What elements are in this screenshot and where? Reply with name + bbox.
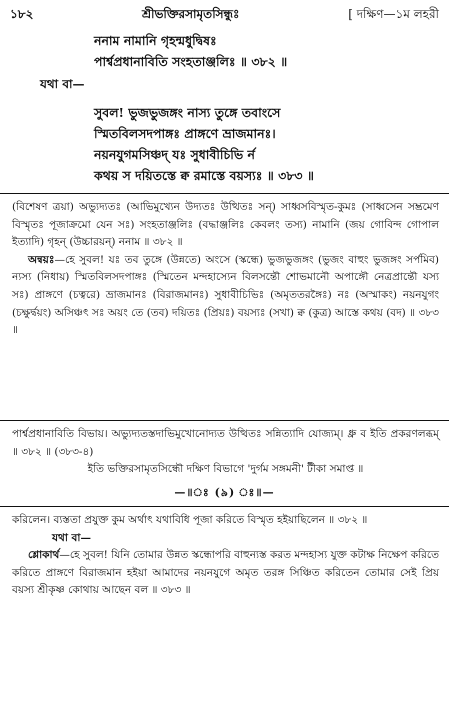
page-header <box>10 6 439 24</box>
shlokartha-paragraph <box>12 547 439 600</box>
running-title: শ্রীভক্তিরসামৃতসিন্ধুঃ <box>142 7 240 21</box>
vibhag-paragraph: পার্শ্বপ্রধানাবিতি বিভায়। অভ্যুদ্যতস্তদাভিমুখোনোদ্যত উত্থিতঃ সন্নিত্যাদি যোজ্যম্। ধ্রু ব ইতি প্রকরণলব্ধম্ ॥ ৩৮২ ॥ (৩৮৩-৪) <box>12 428 439 458</box>
sanskrit-commentary <box>12 199 439 340</box>
translation-paragraph: করিলেন। ব্যস্ততা প্রযুক্ত কুম অর্থাৎ যথাবিধি পূজা করিতে বিস্মৃত হইয়াছিলেন ॥ ৩৮২ ॥ <box>12 514 368 526</box>
section-marker: [ দক্ষিণ—১ম লহরী <box>348 7 439 21</box>
verse-382 <box>94 30 439 72</box>
yatha-ba-label: যথা বা— <box>52 531 91 544</box>
verse-line: সুবল! ভুজভুজঙ্গং নাস্য তুঙ্গে তবাংসে <box>94 105 281 120</box>
page-number: ১৮২ <box>10 7 34 21</box>
verse-line: পার্শ্বপ্রধানাবিতি সংহতাঞ্জলিঃ ॥ ৩৮২ ॥ <box>94 54 288 69</box>
anvaya-text: —হে সুবল! যঃ তব তুঙ্গে (উন্নতে) অংসে (স্কন্ধে) ভুজভুজঙ্গং (ভুজং বাহুং ভুজঙ্গং সর্পমিব) ন্যস্য (নিধায়) স্মিতবিলসদপাঙ্গঃ (স্মিতেন মন্দহাস্যেন বিলসন্তৌ শোভমানৌ অপাঙ্গৌ নেত্রপ্রান্তৌ যস্য সঃ) প্রাঙ্গণে (চত্বরে) ভ্রাজমানঃ (বিরাজমানঃ) সুধাবীচিভিঃ (অমৃততরঙ্গৈঃ) নঃ (অস্মাকং) নয়নযুগং (চক্ষুর্দ্বয়ং) অসিঞ্চৎ সঃ অয়ং তে (তব) দয়িতঃ (প্রিয়ঃ) বয়স্যঃ (সখা) ক্ব (কুত্র) আস্তে কথয় (বদ) ॥ ৩৮৩ ॥ <box>12 253 439 337</box>
ornamental-separator: —॥ঃ (৯) ঃ॥— <box>174 486 275 499</box>
bengali-translation <box>12 512 439 600</box>
verse-line: ননাম নামানি গৃহন্মধুদ্বিষঃ <box>94 33 217 48</box>
yatha-ba-label: যথা বা— <box>40 77 85 91</box>
anvaya-paragraph <box>12 252 439 340</box>
verse-line: নয়নযুগমসিঞ্চদ্‌ যঃ সুধাবীচিভি র্ন <box>94 147 255 162</box>
commentary-paragraph: (বিশেষণ ত্রয়া) অভ্যুদ্যতঃ (আভিমুখ্যেন উদ্যতঃ উত্থিতঃ সন্) সাধ্বসবিস্মৃত-কুমঃ (সাধ্বসেন সম্ভ্রমেণ বিস্মৃতঃ পূজাক্রমো যেন সঃ) সংহতাঞ্জলিঃ (বদ্ধাঞ্জলিঃ কেবলং তস্য) নামানি (জয় গোবিন্দ গোপাল ইত্যাদি) গৃহন্ (উচ্চারয়ন্) ননাম ॥ ৩৮২ ॥ <box>12 201 439 249</box>
shlokartha-label: শ্লোকার্থ <box>28 549 60 562</box>
verse-line: কথয় স দয়িতস্তে ক্ব রমাস্তে বয়স্যঃ ॥ ৩৮৩ ॥ <box>94 168 314 183</box>
divider <box>0 193 449 194</box>
anvaya-label: অন্বয়ঃ <box>28 253 55 266</box>
divider <box>0 420 449 421</box>
verse-line: স্মিতবিলসদপাঙ্গঃ প্রাঙ্গণে ভ্রাজমানঃ। <box>94 126 276 141</box>
verse-383 <box>94 102 439 186</box>
divider <box>0 506 449 507</box>
tika-conclusion: ইতি ভক্তিরসামৃতসিন্ধৌ দক্ষিণ বিভাগে 'দুর্গম সঙ্গমনী' টীকা সমাপ্ত ॥ <box>87 463 364 476</box>
shlokartha-text: —হে সুবল! যিনি তোমার উন্নত স্কন্ধোপরি বাহুন্যস্ত করত মন্দহাস্য যুক্ত কটাক্ষ নিক্ষেপ করিতে করিতে প্রাঙ্গণে বিরাজমান হইয়া আমাদের নয়নযুগে অমৃত তরঙ্গ সিঞ্চিত করিতেন তোমার সেই প্রিয় বয়স্য শ্রীকৃষ্ণ কোথায় আছেন বল ॥ ৩৮৩ ॥ <box>12 549 439 597</box>
vibhag-commentary <box>12 426 439 479</box>
